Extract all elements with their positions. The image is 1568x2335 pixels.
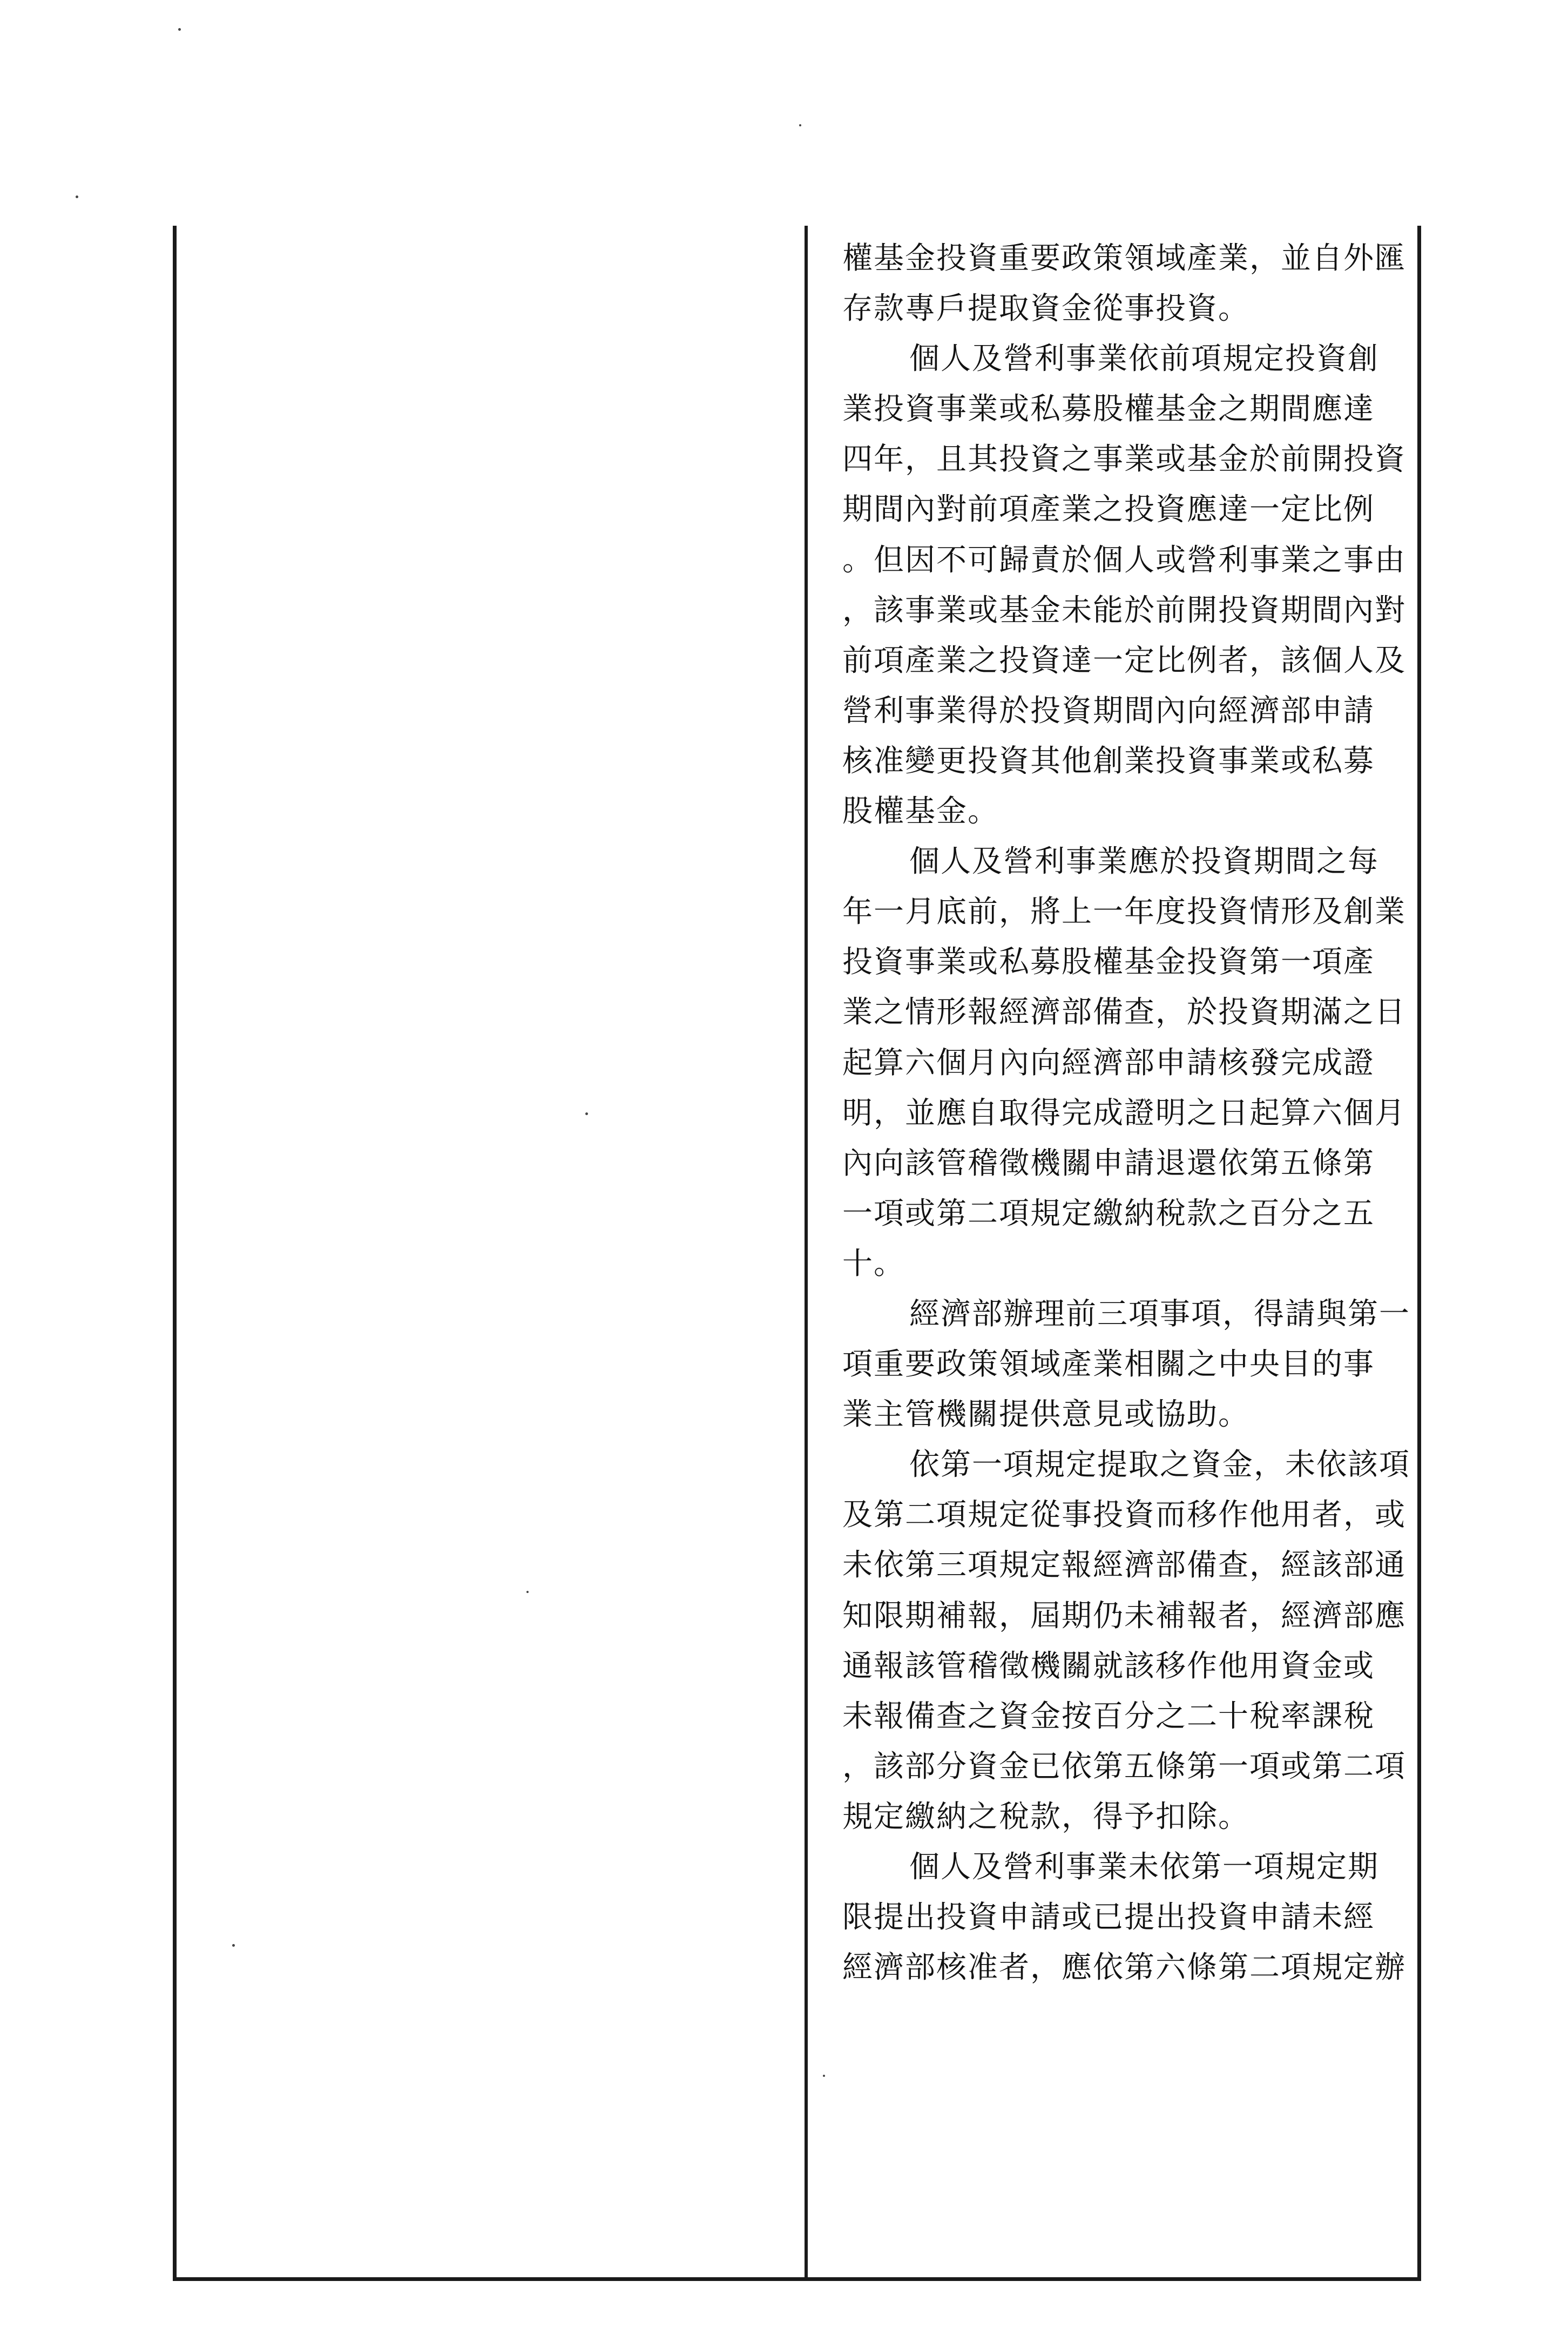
text-line: 十。 (842, 1246, 905, 1281)
text-line: 股權基金。 (842, 794, 999, 829)
text-line: 知限期補報，屆期仍未補報者，經濟部應 (842, 1598, 1406, 1634)
text-line: 經濟部辦理前三項事項，得請與第一 (909, 1296, 1410, 1332)
text-line: 明，並應自取得完成證明之日起算六個月 (842, 1095, 1406, 1131)
scan-speck (823, 2075, 825, 2077)
text-line: 通報該管稽徵機關就該移作他用資金或 (842, 1648, 1375, 1684)
text-line: 起算六個月內向經濟部申請核發完成證 (842, 1045, 1375, 1081)
text-line: 前項產業之投資達一定比例者，該個人及 (842, 643, 1406, 678)
text-line: 營利事業得於投資期間內向經濟部申請 (842, 693, 1375, 728)
text-line: 依第一項規定提取之資金，未依該項 (909, 1447, 1410, 1483)
scan-speck (178, 28, 181, 31)
text-line: 未報備查之資金按百分之二十稅率課稅 (842, 1698, 1375, 1734)
text-line: 個人及營利事業應於投資期間之每 (909, 844, 1379, 880)
text-line: 經濟部核准者，應依第六條第二項規定辦 (842, 1950, 1406, 1986)
text-line: 投資事業或私募股權基金投資第一項產 (842, 944, 1375, 980)
text-line: 項重要政策領域產業相關之中央目的事 (842, 1347, 1375, 1382)
scan-speck (526, 1591, 529, 1593)
text-line: 權基金投資重要政策領域產業，並自外匯 (842, 241, 1406, 276)
text-line: ，該事業或基金未能於前開投資期間內對 (842, 592, 1406, 628)
column-divider (805, 226, 808, 2281)
scan-speck (585, 1112, 588, 1115)
text-line: 未依第三項規定報經濟部備查，經該部通 (842, 1548, 1406, 1583)
text-line: 及第二項規定從事投資而移作他用者，或 (842, 1497, 1406, 1533)
text-line: 限提出投資申請或已提出投資申請未經 (842, 1900, 1375, 1935)
text-line: 業主管機關提供意見或協助。 (842, 1397, 1249, 1433)
text-line: 業投資事業或私募股權基金之期間應達 (842, 392, 1375, 427)
left-column (178, 232, 799, 2273)
text-line: 核准變更投資其他創業投資事業或私募 (842, 743, 1375, 779)
text-line: 四年，且其投資之事業或基金於前開投資 (842, 442, 1406, 477)
text-line: ，該部分資金已依第五條第一項或第二項 (842, 1749, 1406, 1784)
text-line: 一項或第二項規定繳納稅款之百分之五 (842, 1196, 1375, 1231)
right-column-text (842, 233, 1415, 1993)
scan-speck (76, 195, 78, 198)
text-line: 個人及營利事業依前項規定投資創 (909, 341, 1379, 377)
scan-speck (799, 124, 801, 126)
text-line: 個人及營利事業未依第一項規定期 (909, 1850, 1379, 1885)
right-column (842, 233, 1415, 2264)
text-line: 年一月底前，將上一年度投資情形及創業 (842, 894, 1406, 930)
scan-speck (232, 1944, 235, 1947)
text-line: 內向該管稽徵機關申請退還依第五條第 (842, 1145, 1375, 1181)
text-line: 規定繳納之稅款，得予扣除。 (842, 1799, 1249, 1834)
text-line: 存款專戶提取資金從事投資。 (842, 291, 1249, 327)
text-line: 。但因不可歸責於個人或營利事業之事由 (842, 542, 1406, 578)
text-line: 期間內對前項產業之投資應達一定比例 (842, 492, 1375, 528)
text-line: 業之情形報經濟部備查，於投資期滿之日 (842, 995, 1406, 1030)
